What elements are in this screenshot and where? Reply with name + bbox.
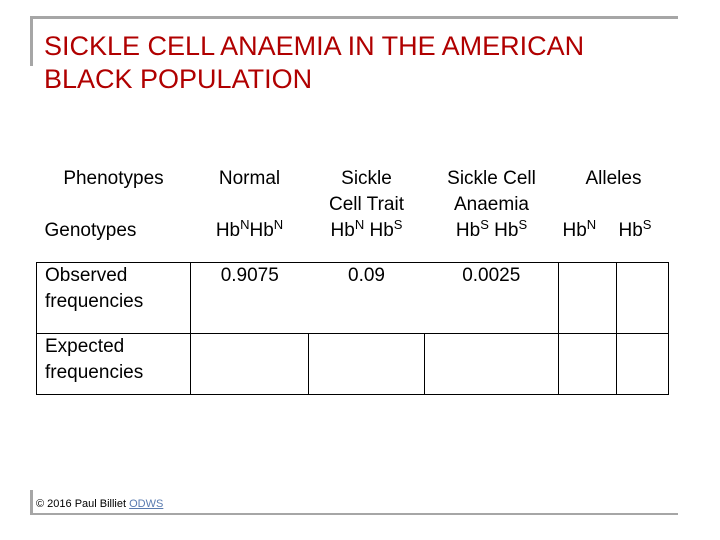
allele-hbs <box>617 217 669 263</box>
expected-allele-hbn <box>559 334 617 395</box>
expected-anaemia <box>425 334 559 395</box>
expected-label-line2: frequencies <box>45 362 144 383</box>
expected-trait <box>309 334 425 395</box>
hb-text: Hb <box>618 220 643 241</box>
odws-link[interactable]: ODWS <box>129 498 164 510</box>
allele-n-sup: N <box>586 217 597 232</box>
hb-text: Hb <box>455 220 481 241</box>
observed-label-line1: Observed <box>45 265 128 286</box>
genotype-trait <box>309 217 425 263</box>
header-sickle-cell-trait <box>309 166 425 220</box>
allele-hbn <box>559 217 617 263</box>
footer-credit <box>36 498 163 510</box>
allele-s-sup: S <box>642 217 652 232</box>
expected-label <box>37 334 191 395</box>
header-anaemia-line2: Anaemia <box>454 194 529 215</box>
allele-n-sup: N <box>273 217 284 232</box>
hb-text: Hb <box>562 220 587 241</box>
hb-text: Hb <box>330 220 355 241</box>
genotype-anaemia <box>425 217 559 263</box>
header-alleles <box>559 166 669 220</box>
allele-s-sup: S <box>393 217 403 232</box>
slide-frame-left <box>30 16 33 66</box>
genotypes-label-text: Genotypes <box>44 220 137 241</box>
allele-n-sup: N <box>240 217 250 232</box>
observed-label-line2: frequencies <box>45 291 144 312</box>
header-alleles-text: Alleles <box>585 168 642 189</box>
slide-title <box>44 30 684 96</box>
header-phenotypes <box>37 166 191 220</box>
title-line-1: SICKLE CELL ANAEMIA IN THE AMERICAN <box>44 31 585 61</box>
allele-s-sup: S <box>518 217 528 232</box>
observed-trait <box>309 263 425 334</box>
observed-normal <box>191 263 309 334</box>
header-phenotypes-text: Phenotypes <box>63 168 164 189</box>
observed-normal-value: 0.9075 <box>220 265 279 286</box>
expected-normal <box>191 334 309 395</box>
observed-frequencies-row <box>37 263 669 334</box>
hb-text: Hb <box>215 220 241 241</box>
header-normal-text: Normal <box>218 168 281 189</box>
header-trait-line1: Sickle <box>341 168 392 189</box>
header-sickle-cell-anaemia <box>425 166 559 220</box>
header-normal <box>191 166 309 220</box>
expected-allele-hbs <box>617 334 669 395</box>
expected-label-line1: Expected <box>45 336 125 357</box>
allele-s-sup: S <box>480 217 489 232</box>
observed-allele-hbn <box>559 263 617 334</box>
slide-frame-left-bottom <box>30 490 33 515</box>
title-line-2: BLACK POPULATION <box>44 64 313 94</box>
genotypes-row <box>37 220 669 263</box>
phenotype-table <box>36 166 669 395</box>
expected-frequencies-row <box>37 334 669 395</box>
header-row <box>37 166 669 220</box>
header-anaemia-line1: Sickle Cell <box>447 168 536 189</box>
hb-text: Hb <box>369 220 394 241</box>
slide-frame-top <box>30 16 678 19</box>
observed-trait-value: 0.09 <box>348 265 385 286</box>
hb-text: Hb <box>249 220 274 241</box>
copyright-text: © 2016 Paul Billiet <box>36 498 130 510</box>
header-trait-line2: Cell Trait <box>329 194 404 215</box>
allele-n-sup: N <box>354 217 365 232</box>
observed-allele-hbs <box>617 263 669 334</box>
observed-label <box>37 263 191 334</box>
genotype-normal <box>191 217 309 263</box>
genotypes-label <box>37 220 191 263</box>
hb-text: Hb <box>494 220 519 241</box>
observed-anaemia <box>425 263 559 334</box>
observed-anaemia-value: 0.0025 <box>462 265 521 286</box>
slide-frame-bottom <box>30 513 678 515</box>
